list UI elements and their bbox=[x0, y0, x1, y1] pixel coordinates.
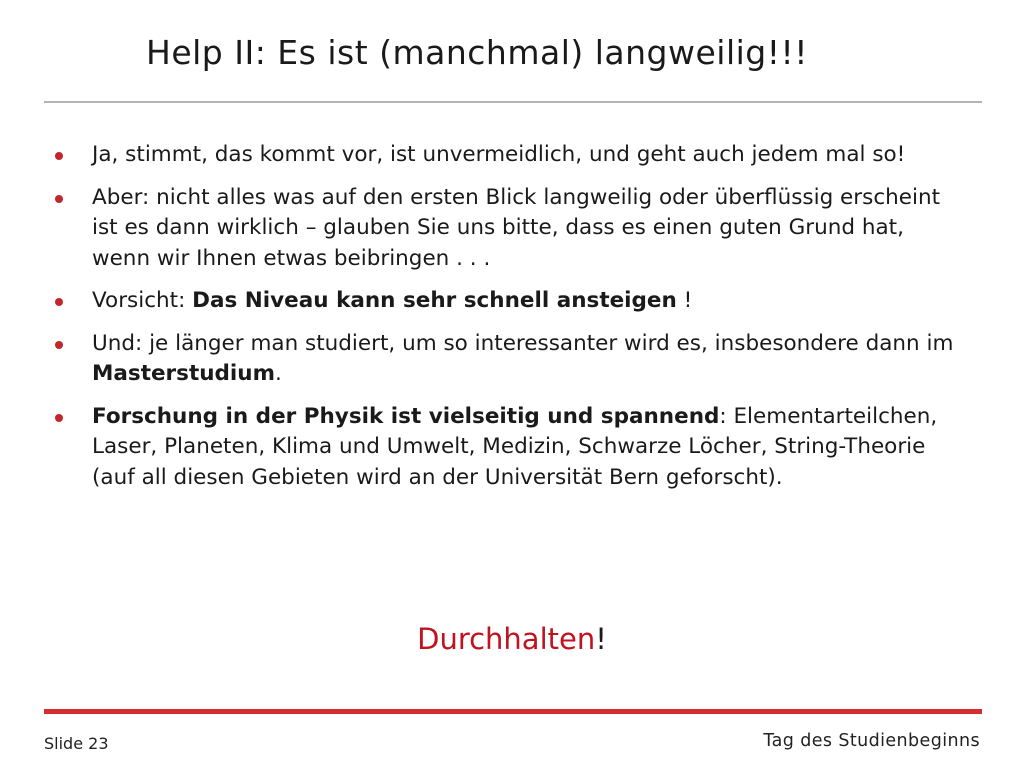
bullet-text-bold: Forschung in der Physik ist vielseitig und spannend bbox=[92, 403, 720, 429]
title-divider bbox=[44, 101, 982, 103]
bullet-text: Ja, stimmt, das kommt vor, ist unvermeidlich, und geht auch jedem mal so! bbox=[92, 142, 906, 167]
callout-text bbox=[0, 622, 1024, 657]
bullet-list bbox=[52, 140, 962, 505]
bullet-text-post: . bbox=[275, 361, 282, 386]
slide-number: Slide 23 bbox=[44, 734, 109, 753]
bullet-text-bold: Masterstudium bbox=[92, 361, 276, 386]
footer-title: Tag des Studienbeginns bbox=[763, 731, 980, 751]
bullet-text-post: : Elementarteilchen, Laser, Planeten, Klima und Umwelt, Medizin, Schwarze Löcher, String-Theorie (auf all diesen Gebieten wird an der Universität Bern geforscht). bbox=[92, 403, 938, 490]
bullet-dot-icon bbox=[55, 414, 63, 422]
bullet-item bbox=[52, 140, 962, 171]
bullet-dot-icon bbox=[55, 195, 63, 203]
bullet-text-pre: Und: je länger man studiert, um so interessanter wird es, insbesondere dann im bbox=[92, 330, 954, 356]
bullet-dot-icon bbox=[55, 341, 63, 349]
bullet-item bbox=[52, 402, 962, 494]
bullet-item bbox=[52, 286, 962, 317]
callout-exclamation: ! bbox=[595, 622, 607, 656]
bullet-text-bold: Das Niveau kann sehr schnell ansteigen bbox=[192, 288, 677, 313]
bullet-item bbox=[52, 183, 962, 275]
bullet-text-post: ! bbox=[676, 288, 693, 313]
bullet-text: Aber: nicht alles was auf den ersten Blick langweilig oder überflüssig erscheint ist es dann wirklich – glauben Sie uns bitte, dass es einen guten Grund hat, wenn wir Ihnen etwas beibringen . . . bbox=[92, 184, 941, 271]
slide-title: Help II: Es ist (manchmal) langweilig!!! bbox=[146, 33, 808, 72]
bullet-item bbox=[52, 329, 962, 390]
bullet-dot-icon bbox=[55, 152, 63, 160]
bullet-text-pre: Vorsicht: bbox=[92, 288, 193, 313]
callout-word: Durchhalten bbox=[417, 622, 596, 656]
footer-divider bbox=[44, 709, 982, 714]
bullet-dot-icon bbox=[55, 298, 63, 306]
